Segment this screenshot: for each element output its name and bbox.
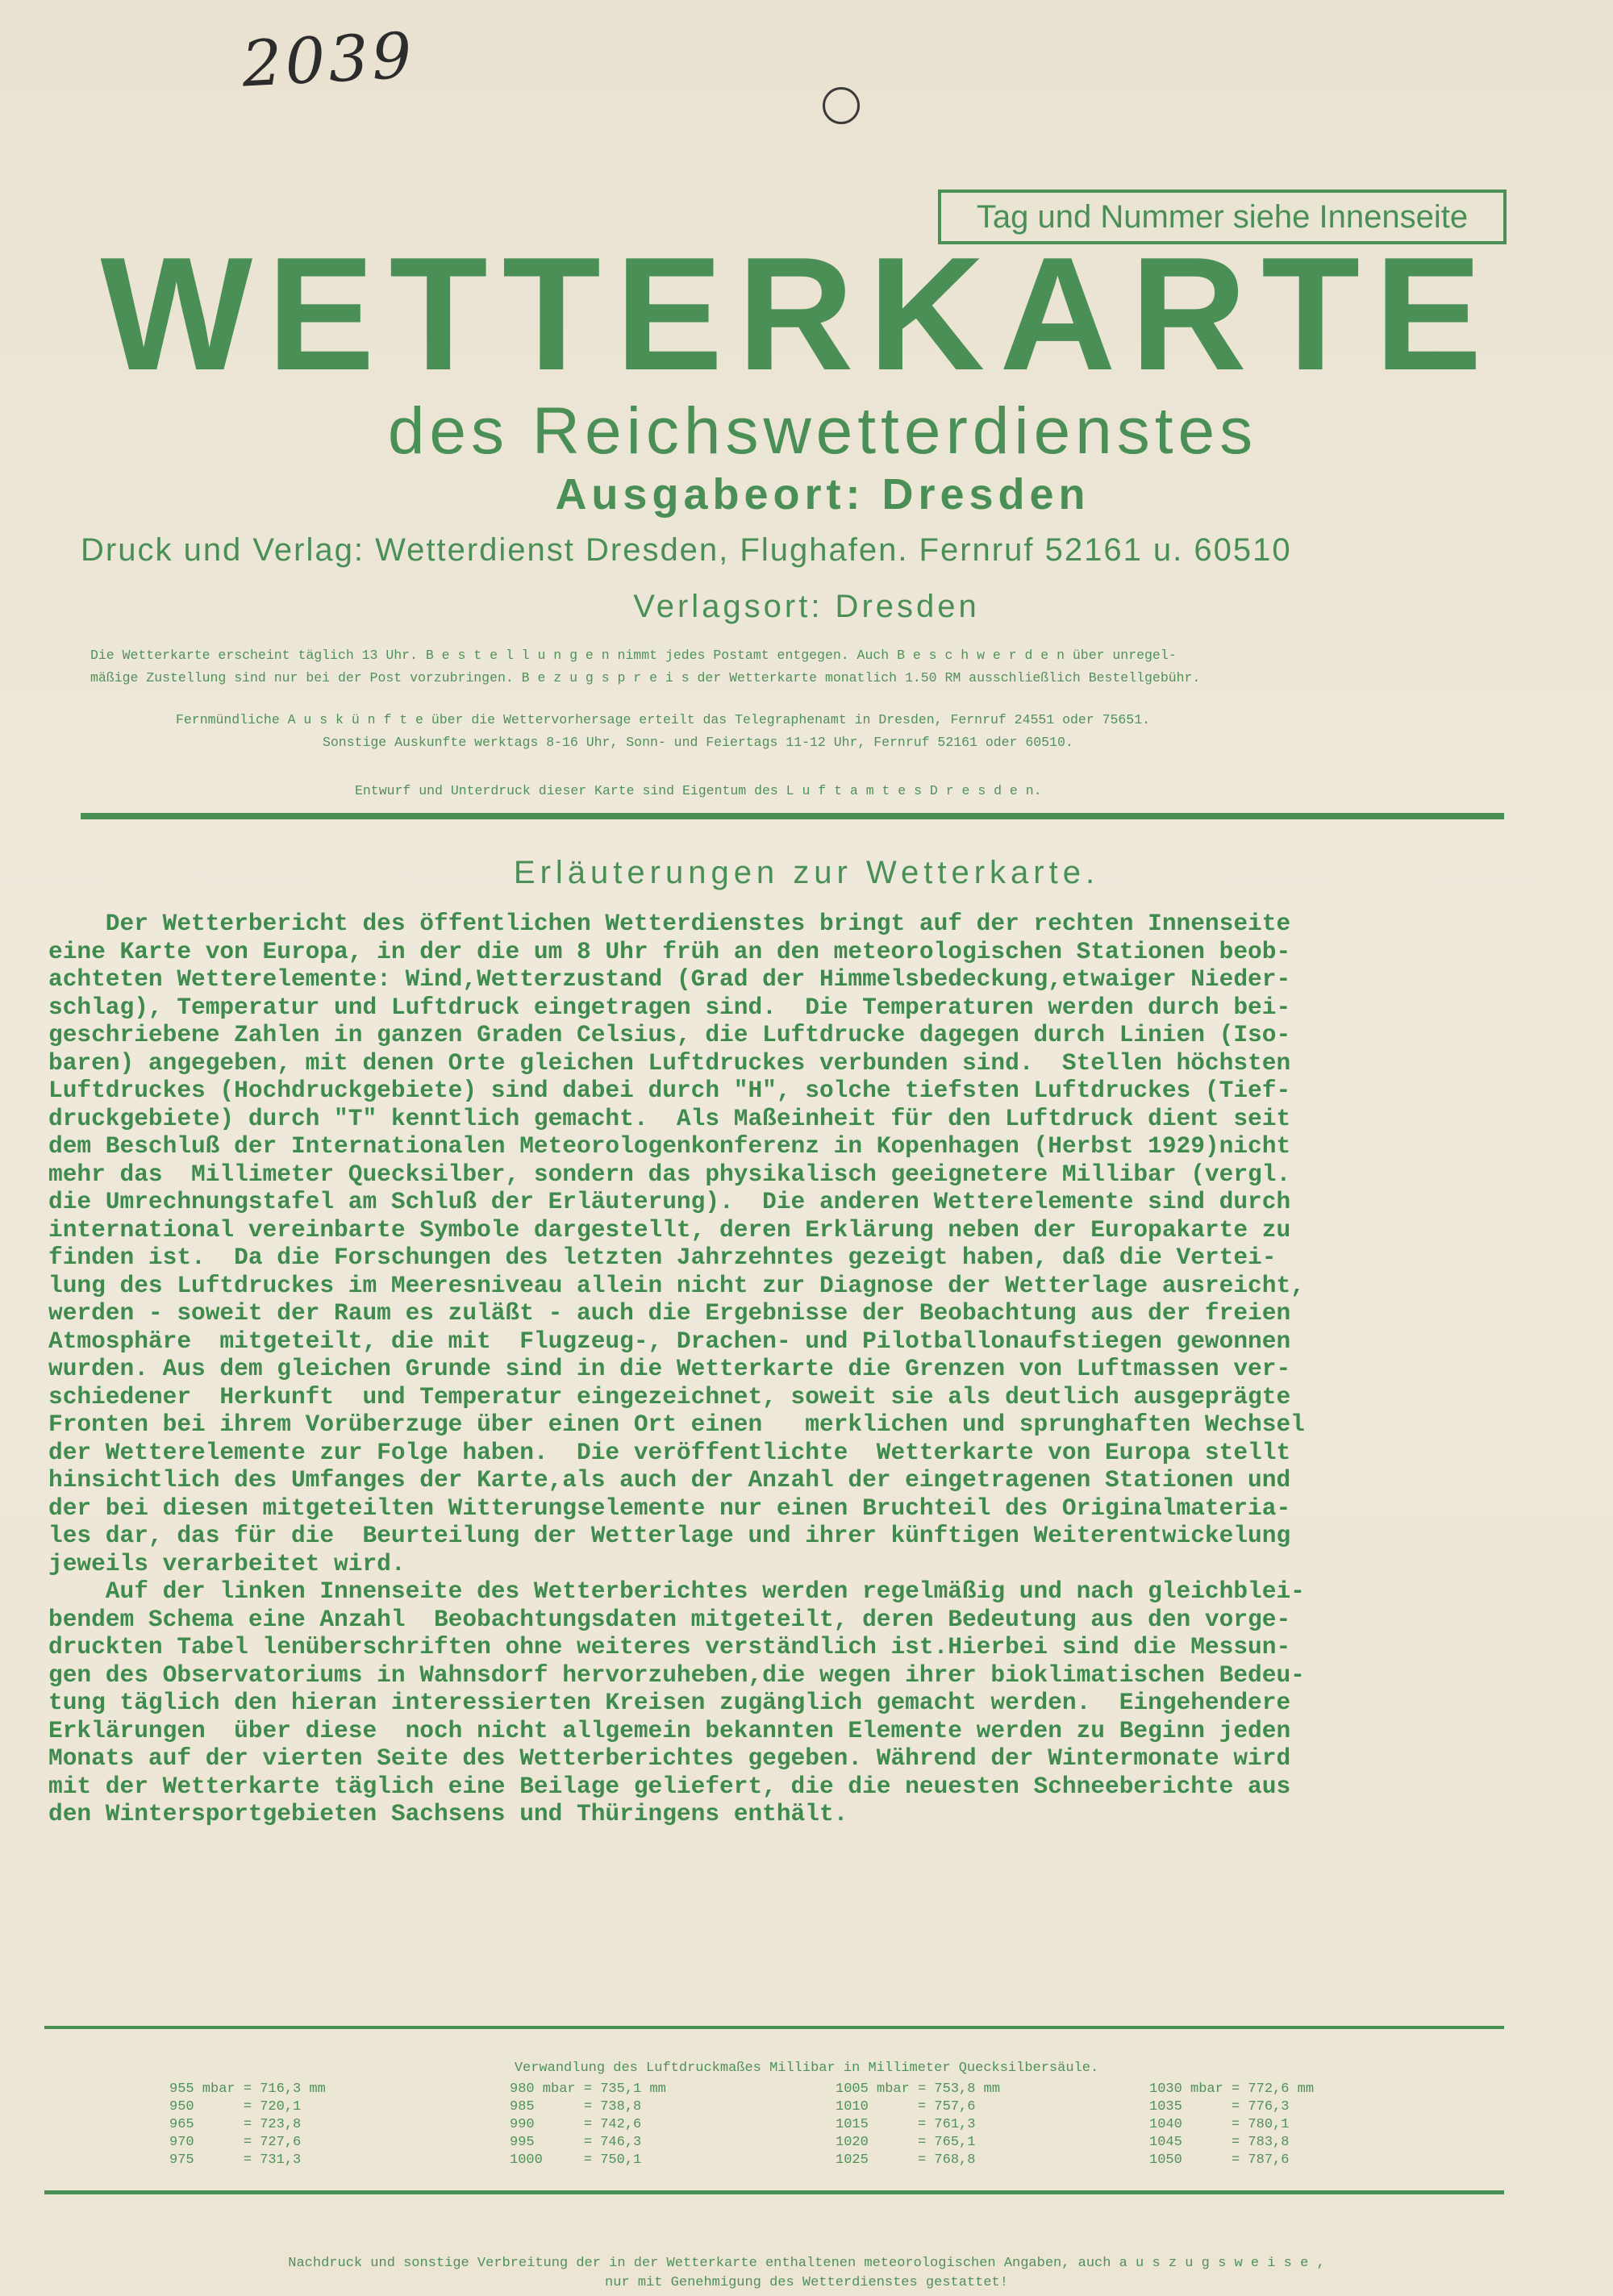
conversion-row: 980 mbar = 735,1 mm — [510, 2081, 666, 2097]
conversion-row: 985 = 738,8 — [510, 2099, 642, 2115]
body-line: schlag), Temperatur und Luftdruck eingetragen sind. Die Temperaturen werden durch bei- — [48, 993, 1291, 1021]
conversion-column — [1149, 2081, 1314, 2169]
publisher-line: Druck und Verlag: Wetterdienst Dresden, Flughafen. Fernruf 52161 u. 60510 — [81, 532, 1292, 568]
body-line: lung des Luftdruckes im Meeresniveau allein nicht zur Diagnose der Wetterlage ausreicht, — [48, 1271, 1305, 1299]
body-line: Monats auf der vierten Seite des Wetterberichtes gegeben. Während der Wintermonate wird — [48, 1744, 1291, 1772]
conversion-column — [169, 2081, 326, 2169]
body-line: wurden. Aus dem gleichen Grunde sind in die Wetterkarte die Grenzen von Luftmassen ver- — [48, 1355, 1291, 1382]
conversion-row: 955 mbar = 716,3 mm — [169, 2081, 326, 2097]
conversion-row: 970 = 727,6 — [169, 2135, 302, 2150]
conversion-column — [510, 2081, 666, 2169]
table-bottom-divider — [44, 2190, 1504, 2194]
body-line: der bei diesen mitgeteilten Witterungselemente nur einen Bruchteil des Originalmateria- — [48, 1494, 1291, 1522]
conversion-row: 1025 = 768,8 — [836, 2152, 976, 2168]
conversion-row: 1050 = 787,6 — [1149, 2152, 1290, 2168]
footer-notice — [81, 2254, 1532, 2293]
page-title: WETTERKARTE — [100, 224, 1497, 404]
conversion-row: 1040 = 780,1 — [1149, 2117, 1290, 2132]
body-line: bendem Schema eine Anzahl Beobachtungsdaten mitgeteilt, deren Bedeutung aus den vorge- — [48, 1605, 1291, 1633]
body-line: druckten Tabel lenüberschriften ohne weiteres verständlich ist.Hierbei sind die Messun- — [48, 1633, 1291, 1661]
body-line: hinsichtlich des Umfanges der Karte,als auch der Anzahl der eingetragenen Stationen und — [48, 1466, 1291, 1494]
handwritten-number: 2039 — [240, 19, 417, 102]
body-line: der Wetterelemente zur Folge haben. Die veröffentlichte Wetterkarte von Europa stellt — [48, 1438, 1291, 1466]
body-line: gen des Observatoriums in Wahnsdorf hervorzuheben,die wegen ihrer bioklimatischen Bedeu- — [48, 1661, 1305, 1689]
body-line: Luftdruckes (Hochdruckgebiete) sind dabei durch "H", solche tiefsten Luftdruckes (Tief- — [48, 1077, 1291, 1104]
conversion-row: 965 = 723,8 — [169, 2117, 302, 2132]
body-line: mehr das Millimeter Quecksilber, sondern das physikalisch geeignetere Millibar (vergl. — [48, 1160, 1291, 1188]
conversion-row: 1035 = 776,3 — [1149, 2099, 1290, 2115]
boxed-note: Tag und Nummer siehe Innenseite — [938, 190, 1507, 244]
table-top-divider — [44, 2026, 1504, 2029]
header-divider — [81, 813, 1504, 819]
body-line: finden ist. Da die Forschungen des letzten Jahrzehntes gezeigt haben, daß die Vertei- — [48, 1244, 1277, 1271]
body-line: tung täglich den hieran interessierten Kreisen zugänglich gemacht werden. Eingehendere — [48, 1689, 1291, 1716]
body-line: Der Wetterbericht des öffentlichen Wetterdienstes bringt auf der rechten Innenseite — [48, 910, 1291, 937]
body-line: schiedener Herkunft und Temperatur eingezeichnet, soweit sie als deutlich ausgeprägte — [48, 1382, 1291, 1411]
fine-print-line-5: Entwurf und Unterdruck dieser Karte sind Eigentum des L u f t a m t e s D r e s d e n. — [355, 783, 1042, 798]
body-line: Atmosphäre mitgeteilt, die mit Flugzeug-, Drachen- und Pilotballonaufstiegen gewonnen — [48, 1327, 1291, 1355]
fine-print-line-4: Sonstige Auskunfte werktags 8-16 Uhr, Sonn- und Feiertags 11-12 Uhr, Fernruf 52161 oder 60510. — [323, 735, 1073, 750]
body-line: dem Beschluß der Internationalen Meteorologenkonferenz in Kopenhagen (Herbst 1929)nicht — [48, 1132, 1291, 1160]
page-subtitle: des Reichswetterdienstes — [387, 394, 1258, 468]
body-line: werden - soweit der Raum es zuläßt - auch die Ergebnisse der Beobachtung aus der freien — [48, 1299, 1291, 1327]
conversion-row: 1030 mbar = 772,6 mm — [1149, 2081, 1315, 2097]
conversion-row: 995 = 746,3 — [510, 2135, 642, 2150]
verlagsort: Verlagsort: Dresden — [633, 589, 980, 624]
conversion-row: 1005 mbar = 753,8 mm — [836, 2081, 1001, 2097]
body-line: les dar, das für die Beurteilung der Wetterlage und ihrer künftigen Weiterentwickelung — [48, 1522, 1291, 1549]
body-line: Erklärungen über diese noch nicht allgemein bekannten Elemente werden zu Beginn jeden — [48, 1716, 1291, 1744]
footer-line-1: Nachdruck und sonstige Verbreitung der in der Wetterkarte enthaltenen meteorologischen Angaben, auch a u s z u g s w e i s e , — [288, 2256, 1325, 2271]
fine-print-line-3: Fernmündliche A u s k ü n f t e über die Wettervorhersage erteilt das Telegraphenamt in Dresden, Fernruf 24551 oder 75651. — [176, 712, 1150, 727]
conversion-row: 1000 = 750,1 — [510, 2152, 642, 2168]
pencil-circle-mark — [823, 87, 860, 124]
footer-line-2: nur mit Genehmigung des Wetterdienstes gestattet! — [605, 2275, 1008, 2290]
conversion-row: 1010 = 757,6 — [836, 2099, 976, 2115]
fine-print-line-2: mäßige Zustellung sind nur bei der Post vorzubringen. B e z u g s p r e i s der Wetterkarte monatlich 1.50 RM ausschließlich Bestellgebühr. — [90, 670, 1201, 685]
body-line: achteten Wetterelemente: Wind,Wetterzustand (Grad der Himmelsbedeckung,etwaiger Nieder- — [48, 965, 1291, 993]
body-line: jeweils verarbeitet wird. — [48, 1549, 406, 1577]
body-line: geschriebene Zahlen in ganzen Graden Celsius, die Luftdrucke dagegen durch Linien (Iso- — [48, 1021, 1291, 1048]
fine-print-line-1: Die Wetterkarte erscheint täglich 13 Uhr. B e s t e l l u n g e n nimmt jedes Postamt entgegen. Auch B e s c h w e r d e n über unregel- — [90, 648, 1177, 663]
body-text — [48, 910, 1500, 1828]
conversion-row: 950 = 720,1 — [169, 2099, 302, 2115]
body-line: mit der Wetterkarte täglich eine Beilage geliefert, die die neuesten Schneeberichte aus — [48, 1772, 1291, 1800]
conversion-row: 975 = 731,3 — [169, 2152, 302, 2168]
body-line: international vereinbarte Symbole dargestellt, deren Erklärung neben der Europakarte zu — [48, 1215, 1291, 1244]
body-line: den Wintersportgebieten Sachsens und Thüringens enthält. — [48, 1800, 848, 1827]
conversion-row: 990 = 742,6 — [510, 2117, 642, 2132]
conversion-row: 1020 = 765,1 — [836, 2135, 976, 2150]
body-line: eine Karte von Europa, in der die um 8 Uhr früh an den meteorologischen Stationen beob- — [48, 937, 1291, 965]
body-line: Auf der linken Innenseite des Wetterberichtes werden regelmäßig und nach gleichblei- — [48, 1577, 1305, 1605]
body-line: die Umrechnungstafel am Schluß der Erläuterung). Die anderen Wetterelemente sind durch — [48, 1188, 1291, 1215]
conversion-row: 1015 = 761,3 — [836, 2117, 976, 2132]
section-title: Erläuterungen zur Wetterkarte. — [513, 855, 1100, 890]
body-line: Fronten bei ihrem Vorüberzuge über einen Ort einen merklichen und sprunghaften Wechsel — [48, 1411, 1305, 1438]
conversion-row: 1045 = 783,8 — [1149, 2135, 1290, 2150]
conversion-column — [836, 2081, 1000, 2169]
body-line: druckgebiete) durch "T" kenntlich gemacht. Als Maßeinheit für den Luftdruck dient seit — [48, 1104, 1291, 1132]
ausgabeort: Ausgabeort: Dresden — [555, 470, 1090, 519]
conversion-table-title: Verwandlung des Luftdruckmaßes Millibar in Millimeter Quecksilbersäule. — [514, 2061, 1099, 2076]
body-line: baren) angegeben, mit denen Orte gleichen Luftdruckes verbunden sind. Stellen höchsten — [48, 1048, 1291, 1077]
